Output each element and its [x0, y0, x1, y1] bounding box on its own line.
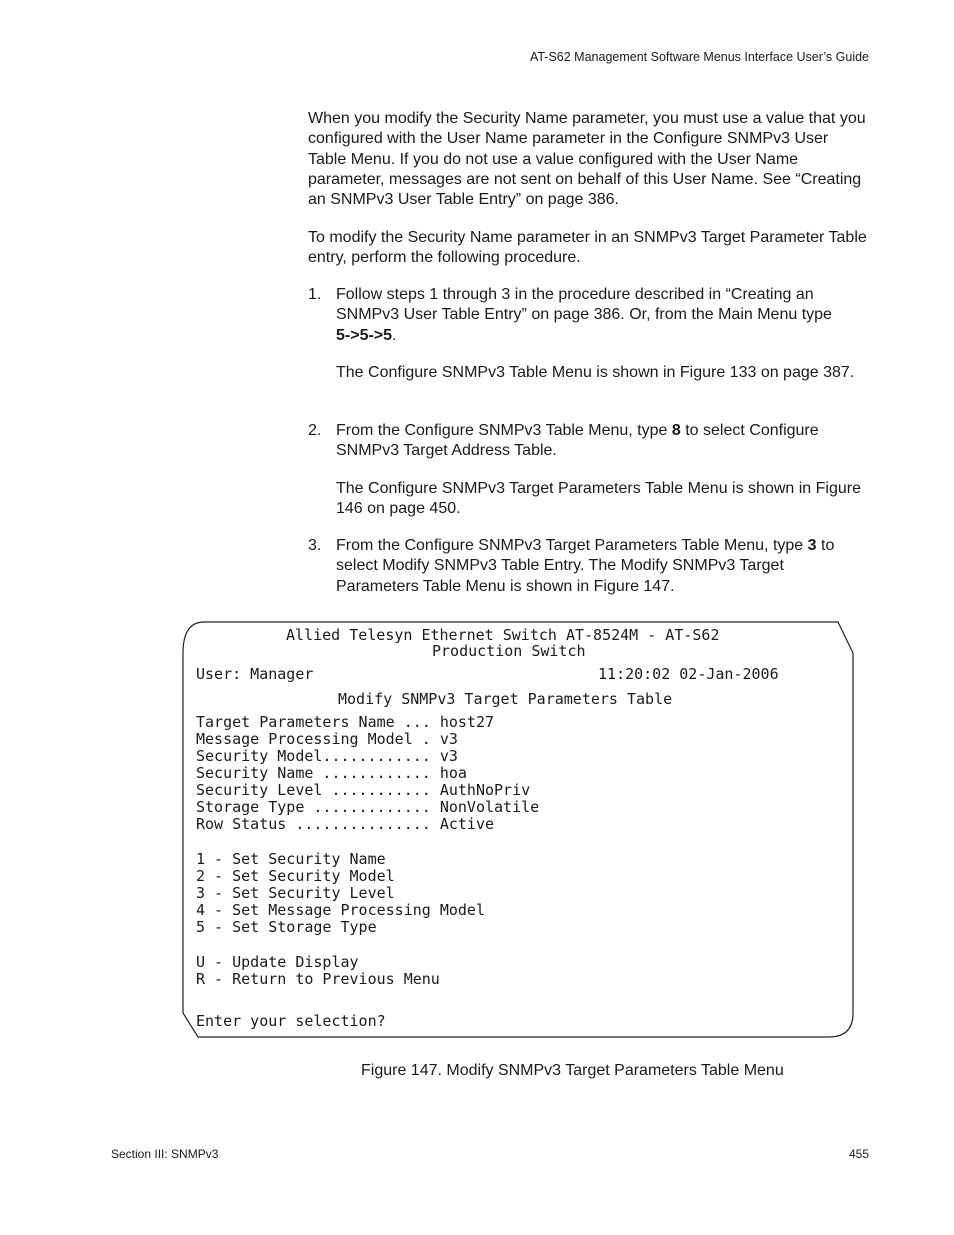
step-text-pre: From the Configure SNMPv3 Target Parameters Table Menu, type [336, 537, 804, 554]
terminal-user: User: Manager [196, 665, 314, 683]
step-key: 3 [807, 537, 817, 554]
terminal-datetime: 11:20:02 02-Jan-2006 [598, 665, 779, 683]
step-2 [308, 421, 870, 462]
step-key: 8 [671, 422, 681, 439]
footer-section: Section III: SNMPv3 [111, 1147, 219, 1161]
step-note: The Configure SNMPv3 Target Parameters Table Menu is shown in Figure 146 on page 450. [336, 480, 861, 518]
terminal-title: Allied Telesyn Ethernet Switch AT-8524M - AT-S62 [286, 626, 720, 644]
menu-option[interactable]: 3 - Set Security Level [196, 884, 395, 902]
menu-option[interactable]: 4 - Set Message Processing Model [196, 901, 485, 919]
step-text-post: to select Modify SNMPv3 Table Entry. The Modify SNMPv3 Target Parameters Table Menu is shown in Figure 147. [336, 537, 835, 595]
step-3 [308, 536, 870, 597]
step-text-pre: From the Configure SNMPv3 Table Menu, type [336, 422, 668, 439]
field-line: Storage Type ............. NonVolatile [196, 798, 540, 816]
figure-caption: Figure 147. Modify SNMPv3 Target Parameters Table Menu [361, 1062, 784, 1079]
menu-option[interactable]: 2 - Set Security Model [196, 867, 395, 885]
intro-paragraph: When you modify the Security Name parameter, you must use a value that you configured with the User Name parameter in the Configure SNMPv3 User Table Menu. If you do not use a value configured with the User Name parameter, messages are not sent on behalf of this User Name. See “Creating an SNMPv3 User Table Entry” on page 386. [308, 110, 866, 209]
step-1 [308, 285, 870, 346]
menu-title: Modify SNMPv3 Target Parameters Table [338, 690, 673, 708]
step-text-post: to select Configure SNMPv3 Target Address Table. [336, 422, 819, 460]
terminal-subtitle: Production Switch [432, 642, 586, 660]
step-2-note [308, 479, 870, 520]
menu-option-update[interactable]: U - Update Display [196, 953, 359, 971]
menu-option[interactable]: 1 - Set Security Name [196, 850, 386, 868]
field-line: Security Level ........... AuthNoPriv [196, 781, 531, 799]
step-keys: 5->5->5 [336, 326, 393, 344]
field-line: Target Parameters Name ... host27 [196, 713, 495, 731]
step-number: 1. [308, 286, 322, 303]
terminal-screen [182, 621, 854, 1038]
field-line: Row Status ............... Active [196, 815, 495, 833]
step-text: Follow steps 1 through 3 in the procedure described in “Creating an SNMPv3 User Table Entry” on page 386. Or, from the Main Menu type [336, 286, 832, 324]
step-number: 2. [308, 422, 322, 439]
procedure-intro: To modify the Security Name parameter in an SNMPv3 Target Parameter Table entry, perform the following procedure. [308, 229, 867, 267]
step-1-note [308, 363, 870, 383]
step-tail: . [392, 326, 397, 344]
running-header: AT-S62 Management Software Menus Interface User’s Guide [529, 50, 869, 64]
field-line: Security Name ............ hoa [196, 764, 467, 782]
field-line: Security Model............ v3 [196, 747, 458, 765]
step-number: 3. [308, 537, 322, 554]
selection-prompt[interactable]: Enter your selection? [196, 1012, 386, 1030]
menu-option-return[interactable]: R - Return to Previous Menu [196, 970, 440, 988]
step-note: The Configure SNMPv3 Table Menu is shown in Figure 133 on page 387. [336, 364, 855, 381]
page-number: 455 [848, 1147, 869, 1161]
menu-option[interactable]: 5 - Set Storage Type [196, 918, 377, 936]
field-line: Message Processing Model . v3 [196, 730, 458, 748]
